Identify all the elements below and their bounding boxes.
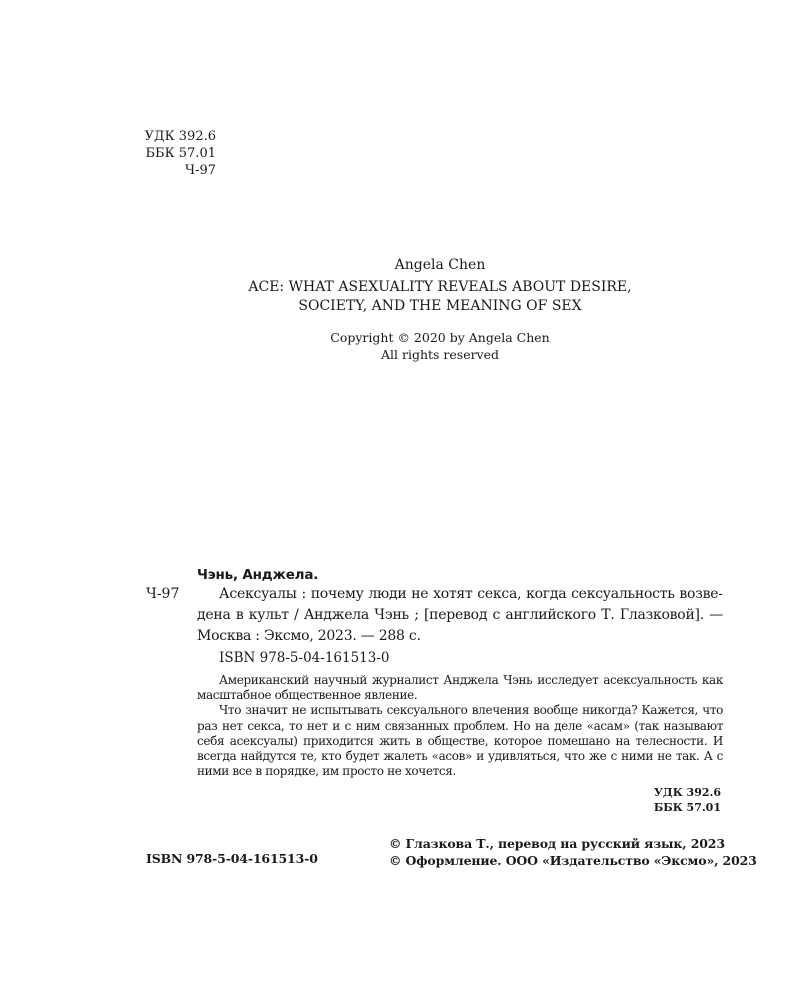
catalog-isbn: ISBN 978-5-04-161513-0 — [219, 650, 390, 666]
catalog-annotation — [197, 673, 723, 779]
original-copyright-block — [180, 329, 700, 363]
catalog-author: Чэнь, Анджела. — [197, 567, 319, 583]
annotation-paragraph-2: Что значит не испытывать сексуального влечения вообще никогда? Кажется, что раз нет секса, то нет и с ним связанных проблем. Но на деле «асам» (так называют себя асексуалы) приходится жить в обществе, которое помешано на телесности. И всегда найдутся те, кто будет жалеть «асов» и удивляться, что же с ними не так. А с ними все в порядке, им просто не хочется. — [197, 703, 723, 779]
copyright-translation: © Глазкова Т., перевод на русский язык, 2023 — [389, 836, 725, 851]
footer-copyrights — [389, 835, 757, 869]
original-title — [180, 278, 700, 316]
udk-code: УДК 392.6 — [144, 129, 216, 144]
bbk-code: ББК 57.01 — [145, 146, 216, 161]
original-copyright: Copyright © 2020 by Angela Chen — [330, 330, 550, 345]
catalog-codes — [600, 785, 721, 815]
catalog-udk: УДК 392.6 — [654, 786, 721, 799]
author-mark: Ч-97 — [185, 163, 216, 178]
original-rights: All rights reserved — [380, 347, 500, 362]
original-title-line-2: SOCIETY, AND THE MEANING OF SEX — [298, 298, 582, 314]
classification-codes — [140, 128, 216, 179]
copyright-design: © Оформление. ООО «Издательство «Эксмо», 2023 — [389, 853, 757, 868]
original-author: Angela Chen — [394, 257, 486, 273]
catalog-bbk: ББК 57.01 — [653, 801, 721, 814]
footer-isbn: ISBN 978-5-04-161513-0 — [146, 851, 318, 866]
catalog-code: Ч-97 — [146, 586, 180, 602]
original-title-line-1: ACE: WHAT ASEXUALITY REVEALS ABOUT DESIRE, — [248, 279, 632, 295]
catalog-description: Асексуалы : почему люди не хотят секса, когда сексуальность возведена в культ / Анджела Чэнь ; [перевод с английского Т. Глазковой]. — Москва : Эксмо, 2023. — 288 с. — [197, 586, 723, 644]
annotation-paragraph-1: Американский научный журналист Анджела Чэнь исследует асексуальность как масштабное общественное явление. — [197, 673, 723, 703]
